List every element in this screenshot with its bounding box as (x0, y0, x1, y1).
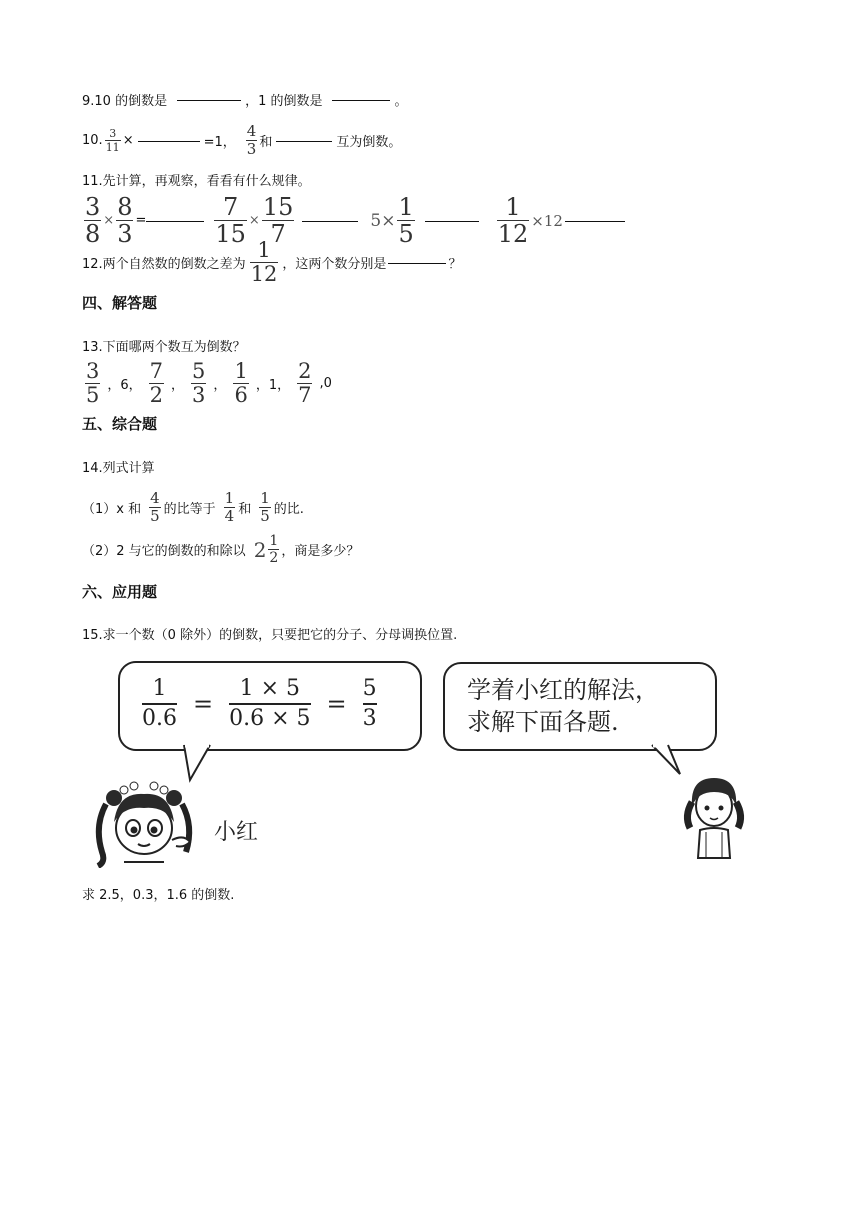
separator-text: ， (213, 378, 227, 393)
p2-text: ，商是多少？ (281, 544, 360, 559)
times-sign: × (103, 213, 115, 228)
times-sign: × (122, 133, 134, 148)
fraction (259, 491, 271, 524)
q12-text-a: 12.两个自然数的倒数之差为 (82, 257, 246, 272)
question-13-title: 13.下面哪两个数互为倒数？ (82, 340, 246, 355)
numerator: 2 (298, 359, 312, 383)
q9-text-a: 9.10 的倒数是 (82, 94, 168, 109)
q9-text-c: 。 (394, 94, 408, 109)
denominator: 3 (117, 220, 133, 248)
numerator: 1 (398, 193, 414, 221)
numerator: 1 (269, 533, 279, 549)
p1-text: （1）x 和 (82, 502, 142, 517)
question-15-prompt: 求 2.5，0.3，1.6 的倒数. (82, 888, 235, 903)
denominator: 5 (150, 507, 160, 525)
numerator: 3 (85, 193, 101, 221)
p1-text: 的比. (273, 502, 304, 517)
answer-blank (138, 140, 200, 142)
question-11-title: 11.先计算，再观察，看看有什么规律。 (82, 174, 311, 189)
numerator: 4 (246, 122, 257, 140)
answer-blank (425, 220, 479, 222)
denominator: 5 (86, 383, 100, 407)
numerator: 1 (505, 193, 521, 221)
section-heading: 四、解答题 (82, 294, 158, 312)
q12-text-c: ？ (448, 257, 462, 272)
equals-sign: = (326, 690, 347, 719)
separator-text: ,0 (319, 376, 332, 391)
fraction (142, 677, 177, 731)
fraction (149, 491, 161, 524)
q9-text-b: ，1 的倒数是 (245, 94, 323, 109)
denominator: 3 (362, 706, 377, 732)
numerator: 1 (257, 238, 271, 262)
numerator: 1 (260, 489, 270, 507)
denominator: 7 (298, 383, 312, 407)
denominator: 2 (269, 550, 279, 566)
numerator: 4 (150, 489, 160, 507)
answer-blank (276, 140, 332, 142)
answer-blank (146, 220, 204, 222)
separator-text: ， (171, 378, 185, 393)
numerator: 1 (152, 676, 167, 701)
question-13-numbers (82, 361, 336, 406)
equals-sign: = (193, 690, 214, 719)
fraction (397, 195, 414, 246)
denominator: 5 (260, 507, 270, 525)
denominator: 12 (250, 262, 278, 286)
numerator: 8 (117, 193, 133, 221)
fraction (268, 534, 279, 565)
fraction (229, 677, 310, 731)
question-10 (82, 124, 401, 157)
numerator: 7 (223, 193, 239, 221)
denominator: 3 (246, 140, 257, 158)
denominator: 2 (149, 383, 164, 407)
fraction (84, 195, 101, 246)
fraction (250, 240, 279, 285)
girl-xiaohong-illustration (84, 776, 214, 868)
p2-text: （2）2 与它的倒数的和除以 (82, 544, 246, 559)
denominator: 6 (234, 383, 248, 407)
fraction (363, 677, 377, 731)
fraction (224, 491, 236, 524)
denominator: 8 (85, 220, 101, 248)
denominator: 7 (270, 220, 286, 248)
speech-bubble-left (118, 661, 422, 751)
fraction (191, 361, 206, 406)
denominator: 3 (192, 383, 206, 407)
answer-blank (565, 220, 625, 222)
fraction (149, 361, 164, 406)
numerator: 3 (109, 127, 117, 140)
q10-and: 和 (259, 135, 273, 150)
answer-blank (302, 220, 358, 222)
denominator: 15 (215, 220, 246, 248)
bubble-line-2: 求解下面各题. (467, 708, 619, 737)
section-heading: 六、应用题 (82, 583, 158, 601)
question-14-part-1 (82, 491, 304, 524)
e4-tail: ×12 (531, 211, 563, 230)
numerator: 1 (224, 489, 235, 507)
fraction (116, 195, 133, 246)
q12-text-b: ，这两个数分别是 (282, 257, 387, 272)
question-11-expressions (82, 195, 629, 246)
denominator: 0.6 × 5 (229, 706, 311, 732)
girl-name-label: 小红 (214, 820, 259, 845)
numerator: 7 (149, 359, 164, 383)
answer-blank (332, 99, 390, 101)
fraction (497, 195, 530, 246)
q10-tail: 互为倒数。 (336, 135, 402, 150)
numerator: 3 (86, 359, 100, 383)
fraction (233, 361, 248, 406)
separator-text: ，6， (107, 378, 142, 393)
worked-example (142, 677, 377, 731)
numerator: 5 (362, 676, 377, 701)
question-15-title: 15.求一个数（0 除外）的倒数，只要把它的分子、分母调换位置. (82, 628, 458, 643)
fraction (246, 124, 258, 157)
separator-text: ，1， (255, 378, 291, 393)
question-9 (82, 90, 408, 109)
p1-text: 的比等于 (163, 502, 216, 517)
denominator: 4 (224, 507, 235, 525)
whole-part: 2 (253, 537, 267, 562)
answer-blank (388, 262, 446, 264)
question-14-part-2 (82, 534, 359, 565)
fraction (297, 361, 312, 406)
mixed-number (254, 534, 282, 565)
equals-sign: = (135, 213, 147, 228)
fraction (105, 128, 121, 153)
girl-teacher-illustration (678, 770, 750, 866)
numerator: 1 (234, 359, 248, 383)
q10-prefix: 10. (82, 133, 103, 148)
bubble-line-1: 学着小红的解法， (467, 676, 659, 704)
denominator: 12 (497, 220, 529, 248)
p1-text: 和 (238, 502, 252, 517)
e3-lead: 5× (370, 210, 396, 231)
denominator: 0.6 (142, 706, 177, 732)
question-12 (82, 240, 461, 285)
denominator: 5 (398, 220, 414, 248)
numerator: 15 (262, 193, 294, 221)
q10-eq: =1， (203, 135, 236, 150)
fraction (214, 195, 247, 246)
fraction (85, 361, 100, 406)
times-sign: × (248, 213, 260, 228)
speech-bubble-right (443, 662, 717, 751)
answer-blank (177, 99, 241, 101)
numerator: 1 × 5 (239, 676, 301, 701)
question-14-title: 14.列式计算 (82, 461, 155, 476)
denominator: 11 (105, 141, 120, 154)
numerator: 5 (192, 359, 206, 383)
section-heading: 五、综合题 (82, 415, 158, 433)
